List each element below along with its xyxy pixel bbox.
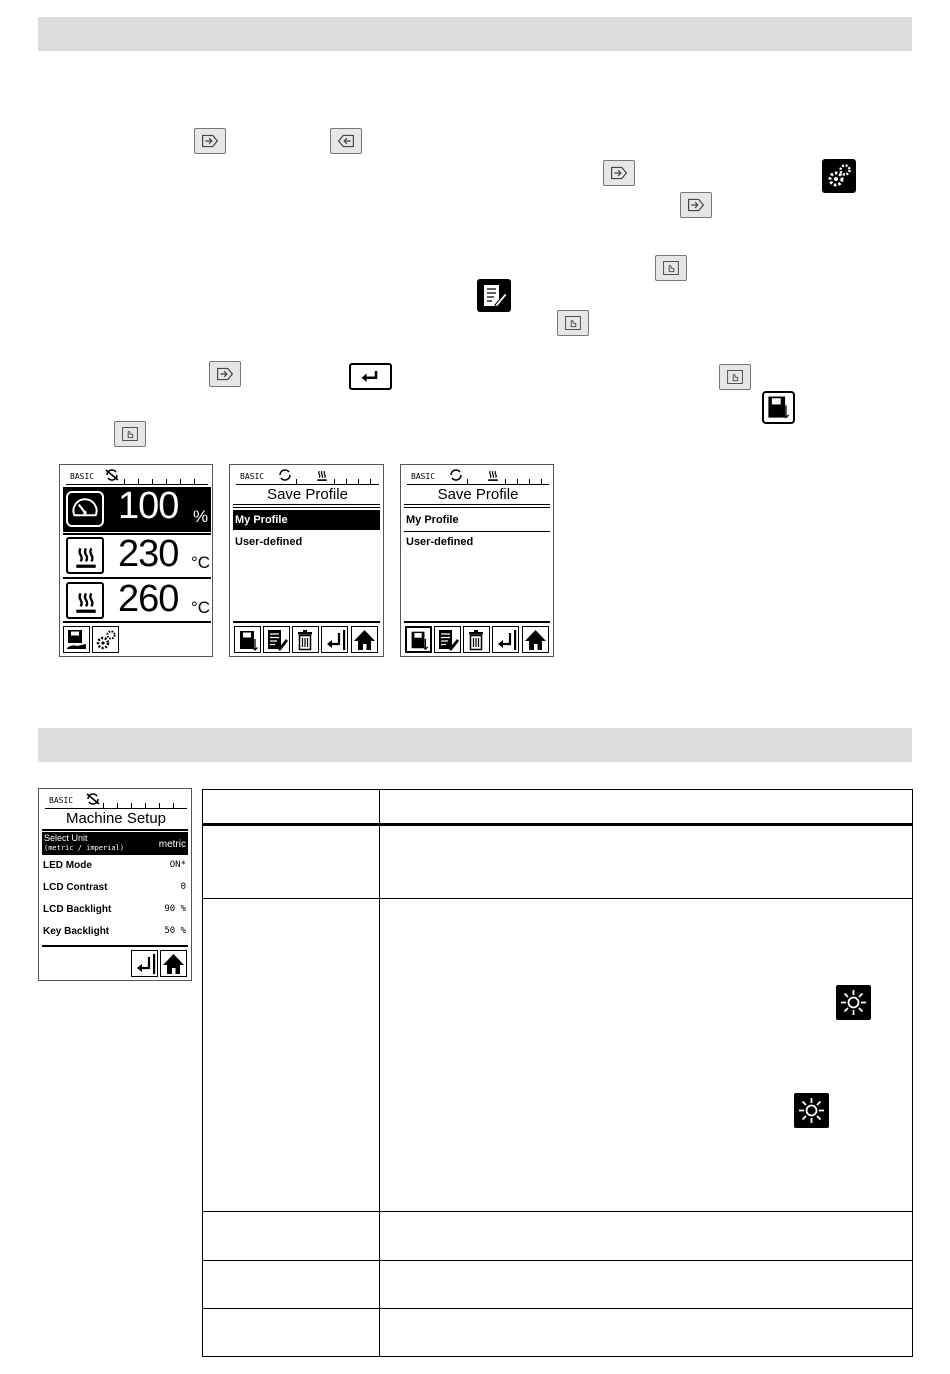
speed-unit: %: [193, 507, 209, 526]
softkey-settings[interactable]: [92, 626, 119, 653]
mode-label: BASIC: [49, 796, 74, 805]
setting-label: LCD Backlight: [43, 904, 112, 915]
list-item-my-profile[interactable]: My Profile: [233, 510, 380, 530]
temp-1-value: 230: [118, 533, 179, 575]
select-unit-label: Select Unit: [44, 833, 88, 843]
row-temp-1: [63, 534, 211, 578]
speed-value: 100: [118, 485, 179, 527]
mode-label: BASIC: [240, 472, 265, 481]
setting-label: LED Mode: [43, 860, 92, 871]
back-icon: [132, 951, 157, 976]
temp-2-value: 260: [118, 578, 179, 620]
softkey-edit[interactable]: [434, 626, 461, 653]
home-icon: [161, 951, 186, 976]
setting-label: Key Backlight: [43, 926, 110, 937]
setting-value: 50 %: [164, 926, 186, 936]
cycle-off-icon: [85, 792, 101, 806]
cycle-icon: [277, 468, 293, 482]
save-icon: [235, 627, 260, 652]
setting-row-lcd-contrast[interactable]: [43, 878, 188, 898]
back-icon: [322, 627, 347, 652]
mode-label: BASIC: [411, 472, 436, 481]
select-unit-sublabel: (metric / imperial): [44, 844, 125, 852]
softkey-home[interactable]: [522, 626, 549, 653]
softkey-home[interactable]: [351, 626, 378, 653]
softkey-back[interactable]: [131, 950, 158, 977]
setting-row-lcd-backlight[interactable]: [43, 900, 188, 920]
save-icon: [407, 628, 430, 651]
setting-value: 0: [180, 882, 186, 892]
softkey-delete[interactable]: [292, 626, 319, 653]
back-icon: [493, 627, 518, 652]
save-profile-icon: [64, 627, 89, 652]
home-icon: [523, 627, 548, 652]
temp-1-unit: °C: [191, 553, 211, 572]
gear-icon: [822, 159, 856, 193]
softkey-save[interactable]: [234, 626, 261, 653]
select-unit-value: metric: [158, 839, 186, 850]
heater-icon: [66, 537, 104, 574]
table-row-divider: [203, 1308, 912, 1309]
heater-icon: [66, 582, 104, 619]
lcd-screen-main: [59, 464, 213, 657]
delete-icon: [464, 627, 489, 652]
lcd-screen-save-profile-confirm: [400, 464, 554, 657]
delete-icon: [293, 627, 318, 652]
cycle-off-icon: [104, 468, 120, 482]
edit-icon: [477, 279, 511, 312]
softkey-back[interactable]: [492, 626, 519, 653]
list-item-user-defined[interactable]: User-defined: [235, 536, 303, 548]
screen-title: Save Profile: [437, 486, 519, 503]
row-temp-2: [63, 579, 211, 623]
setting-value: ON*: [169, 860, 186, 870]
table-column-divider: [379, 790, 380, 1356]
exit-key-icon: [330, 128, 362, 154]
lcd-screen-save-profile: [229, 464, 384, 657]
lcd-status-bar: [407, 468, 549, 485]
heater-icon: [485, 468, 501, 482]
softkey-back[interactable]: [321, 626, 348, 653]
enter-key-icon: [680, 192, 712, 218]
section-header-band-1: [38, 17, 912, 51]
settings-table: [202, 789, 913, 1357]
softkey-save-profile[interactable]: [63, 626, 90, 653]
save-icon: [762, 391, 795, 424]
setting-label: LCD Contrast: [43, 882, 108, 893]
heater-icon: [314, 468, 330, 482]
lcd-status-bar: [45, 792, 187, 809]
enter-key-icon: [603, 160, 635, 186]
touch-key-icon: [719, 364, 751, 390]
touch-key-icon: [114, 421, 146, 447]
lcd-status-bar: [66, 468, 208, 485]
lcd-status-bar: [236, 468, 379, 485]
cycle-icon: [448, 468, 464, 482]
lcd-screen-machine-setup: [38, 788, 192, 981]
row-speed-selected: [63, 487, 211, 532]
enter-key-icon: [209, 361, 241, 387]
softkey-home[interactable]: [160, 950, 187, 977]
temp-2-unit: °C: [191, 598, 211, 617]
table-row-divider: [203, 1260, 912, 1261]
brightness-icon: [836, 985, 871, 1020]
enter-key-icon: [194, 128, 226, 154]
setting-row-led-mode[interactable]: [43, 856, 188, 876]
home-icon: [352, 627, 377, 652]
screen-title: Machine Setup: [65, 810, 167, 827]
edit-icon: [435, 627, 460, 652]
edit-icon: [264, 627, 289, 652]
setting-row-key-backlight[interactable]: [43, 922, 188, 942]
table-row-divider: [203, 898, 912, 899]
section-header-band-2: [38, 728, 912, 762]
speedometer-icon: [66, 491, 104, 527]
softkey-edit[interactable]: [263, 626, 290, 653]
list-item-my-profile[interactable]: My Profile: [406, 514, 459, 526]
softkey-delete[interactable]: [463, 626, 490, 653]
touch-key-icon: [655, 255, 687, 281]
gear-icon: [93, 627, 118, 652]
table-row-divider: [203, 1211, 912, 1212]
mode-label: BASIC: [70, 472, 95, 481]
list-item-user-defined[interactable]: User-defined: [406, 536, 474, 548]
setting-value: 90 %: [164, 904, 186, 914]
return-key-icon: [349, 363, 392, 390]
screen-title: Save Profile: [267, 486, 348, 503]
select-unit-row[interactable]: [42, 832, 188, 855]
brightness-icon: [794, 1093, 829, 1128]
table-header-rule: [203, 823, 912, 826]
softkey-save-active[interactable]: [405, 626, 432, 653]
touch-key-icon: [557, 310, 589, 336]
